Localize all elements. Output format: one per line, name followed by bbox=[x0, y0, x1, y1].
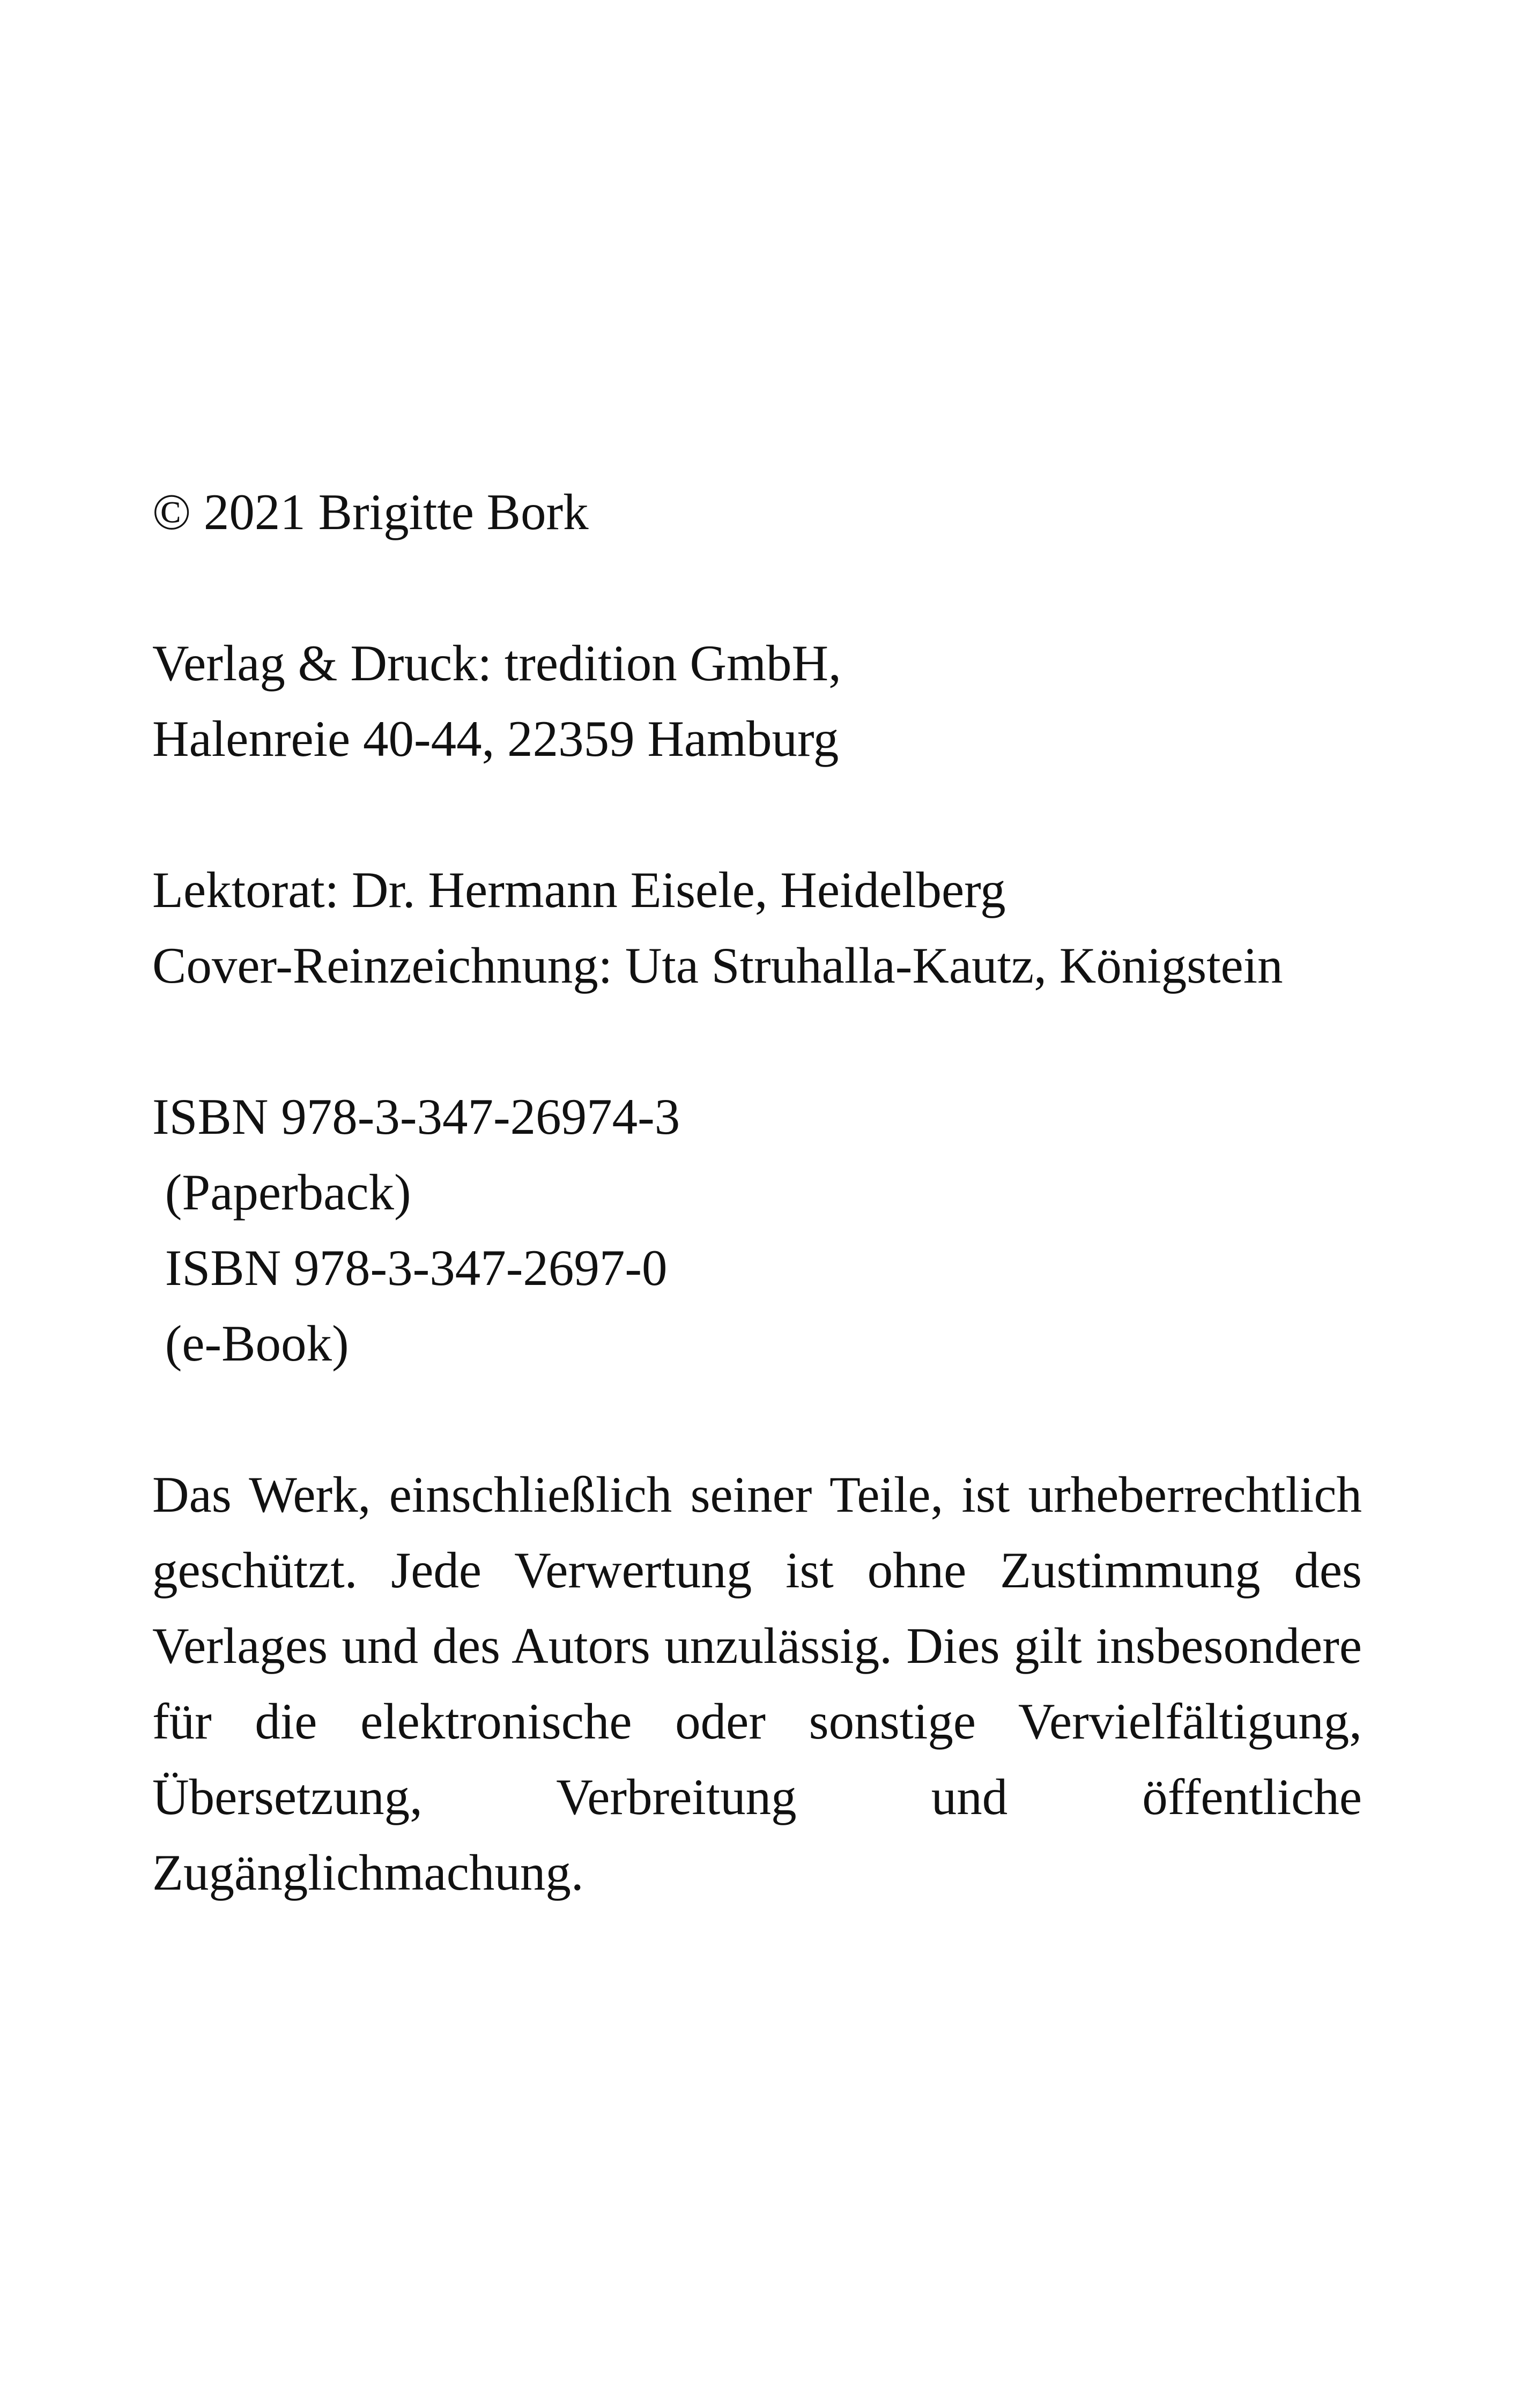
isbn-paperback: ISBN 978-3-347-26974-3 bbox=[152, 1088, 680, 1145]
spacer bbox=[152, 550, 1362, 626]
spacer bbox=[152, 1381, 1362, 1457]
isbn-paperback-label: (Paperback) bbox=[152, 1164, 411, 1221]
publisher-address: Halenreie 40-44, 22359 Hamburg bbox=[152, 710, 839, 767]
copyright-line: © 2021 Brigitte Bork bbox=[152, 484, 589, 540]
spacer bbox=[152, 1004, 1362, 1079]
isbn-ebook: ISBN 978-3-347-2697-0 bbox=[152, 1239, 668, 1296]
legal-notice: Das Werk, einschließlich seiner Teile, ist urheberrechtlich geschützt. Jede Verwertung ist ohne Zustimmung des Verlages und des Autors unzulässig. Dies gilt insbesondere für die elektronische oder sonstige Vervielfältigung, Übersetzung, Verbreitung und öffentliche Zugänglichmachung. bbox=[152, 1466, 1362, 1901]
publisher-line-1: Verlag & Druck: tredition GmbH, bbox=[152, 635, 841, 692]
isbn-ebook-label: (e-Book) bbox=[152, 1315, 349, 1372]
cover-credit: Cover-Reinzeichnung: Uta Struhalla-Kautz, Königstein bbox=[152, 937, 1283, 994]
editing-credit: Lektorat: Dr. Hermann Eisele, Heidelberg bbox=[152, 861, 1006, 918]
imprint-page bbox=[152, 474, 1362, 1911]
spacer bbox=[152, 777, 1362, 852]
